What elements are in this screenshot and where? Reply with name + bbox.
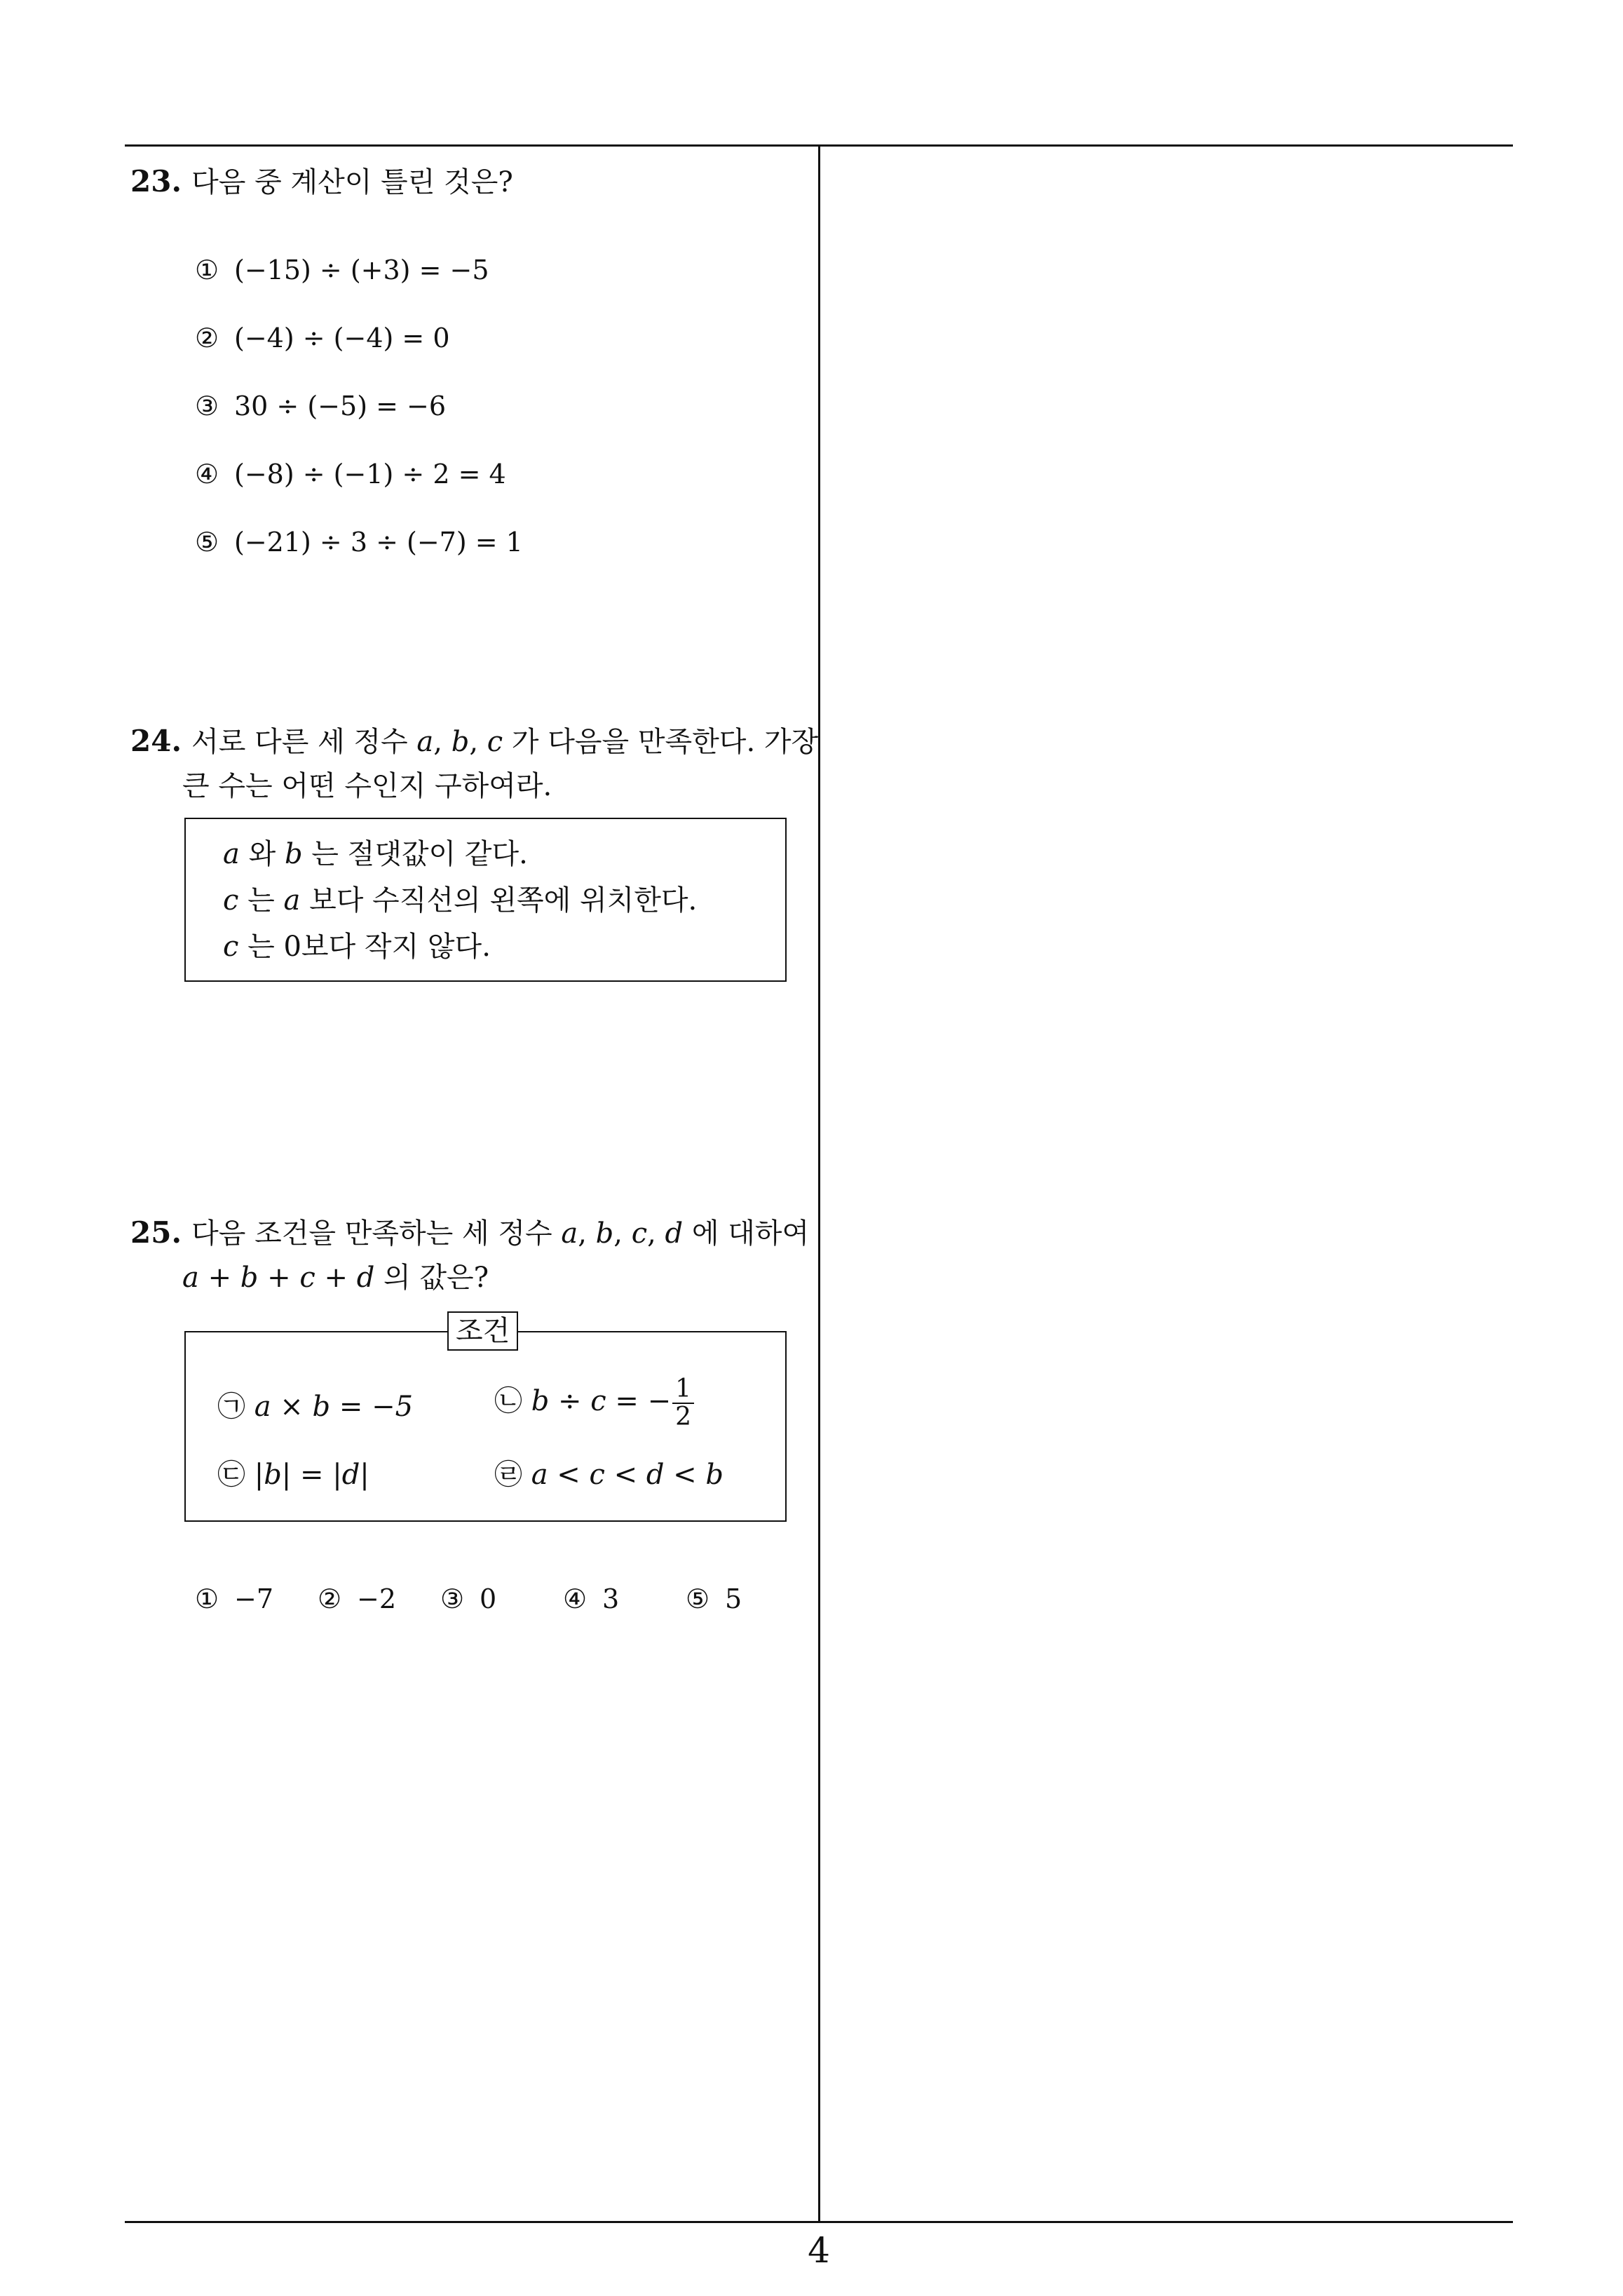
question-23-number: 23. <box>130 164 182 198</box>
q25-option-2[interactable]: ② −2 <box>318 1583 397 1614</box>
q25-condition-3: ㉢ |b| = |d| <box>217 1459 369 1491</box>
question-24-number: 24. <box>130 724 182 758</box>
q23-option-4[interactable]: ④ (−8) ÷ (−1) ÷ 2 = 4 <box>195 459 506 489</box>
question-24-line-1: 24. 서로 다른 세 정수 a, b, c 가 다음을 만족한다. 가장 <box>130 724 819 758</box>
condition-label: 조건 <box>447 1311 518 1351</box>
q25-condition-4: ㉣ a < c < d < b <box>494 1459 724 1491</box>
q25-condition-1: ㉠ a × b = −5 <box>217 1391 414 1423</box>
question-25-line-2: a + b + c + d 의 값은? <box>182 1262 489 1294</box>
fraction-one-half: $\frac{1}{2}$ <box>672 1376 694 1431</box>
q25-condition-box <box>184 1331 787 1522</box>
question-23-text: 다음 중 계산이 틀린 것은? <box>191 166 513 198</box>
bottom-rule <box>125 2221 1513 2223</box>
q25-option-3[interactable]: ③ 0 <box>440 1583 497 1614</box>
q24-condition-2: c 는 a 보다 수직선의 왼쪽에 위치한다. <box>223 884 698 917</box>
question-23 <box>130 164 513 198</box>
question-24-line-2: 큰 수는 어떤 수인지 구하여라. <box>182 770 552 802</box>
column-divider <box>818 144 820 2223</box>
q23-option-3[interactable]: ③ 30 ÷ (−5) = −6 <box>195 391 447 421</box>
q25-option-1[interactable]: ① −7 <box>195 1583 274 1614</box>
q24-condition-1: a 와 b 는 절댓값이 같다. <box>223 838 528 870</box>
page-number: 4 <box>808 2230 830 2271</box>
question-25-line-1: 25. 다음 조건을 만족하는 세 정수 a, b, c, d 에 대하여 <box>130 1215 810 1250</box>
q25-condition-2: ㉡ b ÷ c = − $\frac{1}{2}$ <box>494 1376 694 1431</box>
q23-option-2[interactable]: ② (−4) ÷ (−4) = 0 <box>195 323 450 353</box>
q24-condition-3: c 는 0보다 작지 않다. <box>223 931 491 963</box>
q23-option-5[interactable]: ⑤ (−21) ÷ 3 ÷ (−7) = 1 <box>195 527 523 558</box>
q23-option-1[interactable]: ① (−15) ÷ (+3) = −5 <box>195 255 489 285</box>
q25-option-4[interactable]: ④ 3 <box>563 1583 620 1614</box>
question-25-number: 25. <box>130 1215 182 1250</box>
q25-option-5[interactable]: ⑤ 5 <box>686 1583 742 1614</box>
